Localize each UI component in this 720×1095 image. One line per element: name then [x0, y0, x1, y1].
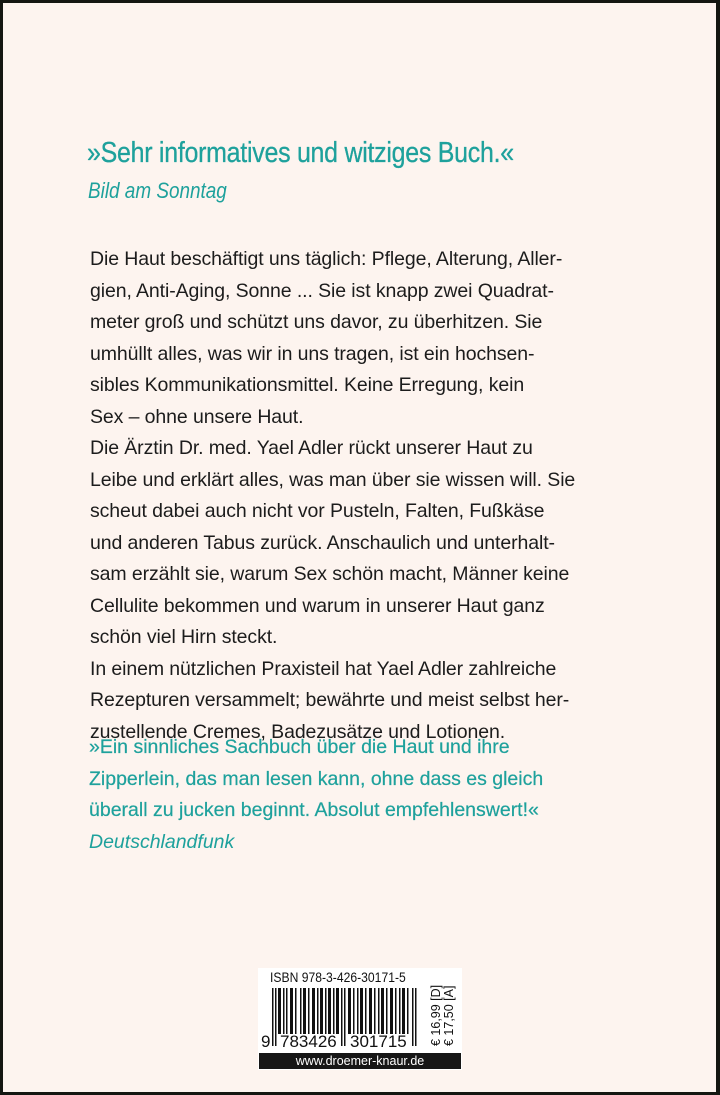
- ean-left-digits: 783426: [280, 1032, 337, 1051]
- blurb-line: Rezepturen versammelt; bewährte und meist selbst her-: [90, 689, 570, 711]
- blurb-line: Die Ärztin Dr. med. Yael Adler rückt unserer Haut zu: [90, 437, 533, 459]
- blurb-line: Sex – ohne unsere Haut.: [90, 405, 304, 428]
- blurb-line: und anderen Tabus zurück. Anschaulich und unterhalt-: [90, 531, 555, 554]
- blurb-line: schön viel Hirn steckt.: [90, 626, 278, 648]
- blurb-line: Cellulite bekommen und warum in unserer Haut ganz: [90, 594, 545, 617]
- top-review-source: Bild am Sonntag: [88, 178, 227, 203]
- blurb-line: sam erzählt sie, warum Sex schön macht, Männer keine: [90, 563, 570, 585]
- blurb-line: umhüllt alles, was wir in uns tragen, ist ein hochsen-: [90, 342, 535, 365]
- blurb-line: Leibe und erklärt alles, was man über sie wissen will. Sie: [90, 468, 576, 491]
- price-germany: € 16,99 [D]: [429, 984, 443, 1046]
- blurb-line: meter groß und schützt uns davor, zu überhitzen. Sie: [90, 311, 543, 333]
- book-back-cover: [3, 3, 716, 1092]
- blurb-line: Die Haut beschäftigt uns täglich: Pflege, Alterung, Aller-: [90, 248, 563, 270]
- blurb-line: scheut dabei auch nicht vor Pusteln, Falten, Fußkäse: [90, 500, 545, 522]
- blurb-text: [90, 244, 690, 748]
- ean-right-digits: 301715: [350, 1032, 407, 1051]
- review-line: »Ein sinnliches Sachbuch über die Haut und ihre: [89, 736, 510, 758]
- top-review-quote: »Sehr informatives und witziges Buch.«: [87, 137, 514, 169]
- publisher-url: www.droemer-knaur.de: [259, 1053, 461, 1069]
- ean-first-digit: 9: [261, 1032, 271, 1051]
- bottom-review-quote: [89, 732, 689, 858]
- bottom-review-source: Deutschlandfunk: [89, 830, 235, 853]
- blurb-line: In einem nützlichen Praxisteil hat Yael Adler zahlreiche: [90, 657, 557, 680]
- blurb-line: sibles Kommunikationsmittel. Keine Erregung, kein: [90, 374, 525, 396]
- price-austria: € 17,50 [A]: [442, 985, 456, 1046]
- review-line: überall zu jucken beginnt. Absolut empfehlenswert!«: [89, 799, 539, 821]
- price-block: [430, 976, 456, 1046]
- blurb-line: gien, Anti-Aging, Sonne ... Sie ist knapp zwei Quadrat-: [90, 279, 554, 302]
- blurb-line: zustellende Cremes, Badezusätze und Lotionen.: [90, 720, 506, 743]
- barcode-panel: [258, 968, 462, 1070]
- review-line: Zipperlein, das man lesen kann, ohne dass es gleich: [89, 767, 544, 790]
- isbn-label: ISBN 978-3-426-30171-5: [270, 970, 406, 985]
